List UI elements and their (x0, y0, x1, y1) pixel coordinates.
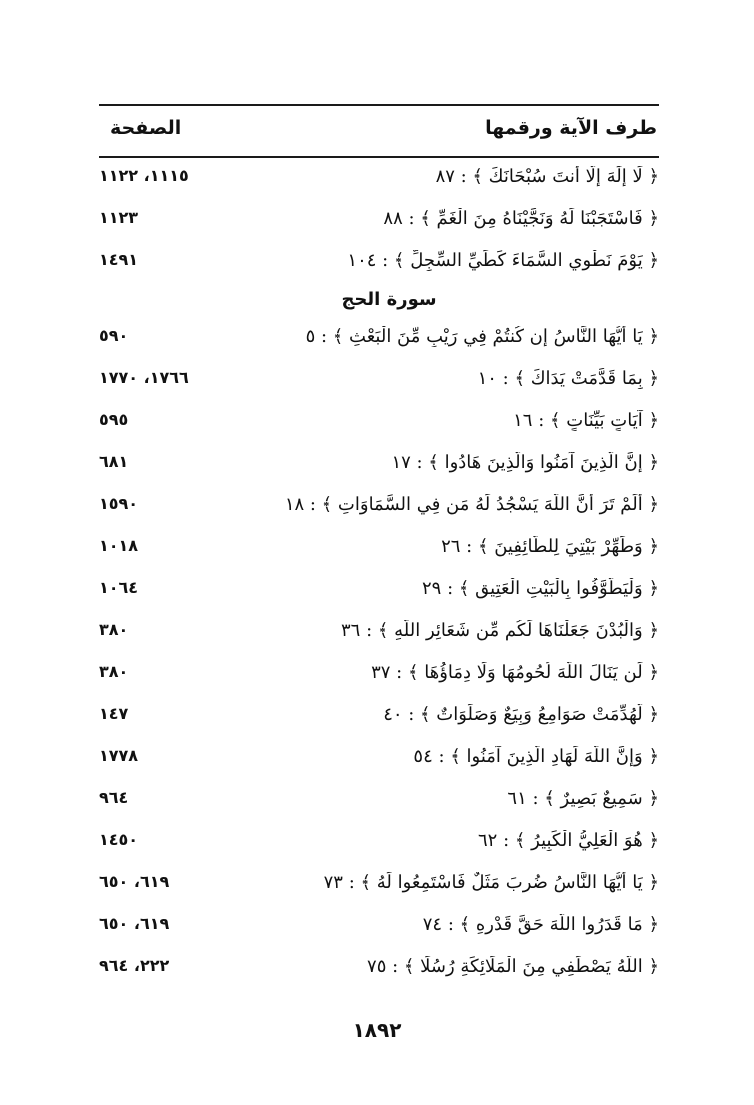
table-row (99, 695, 659, 737)
page-numbers: ٥٩٥ (99, 410, 129, 429)
page-numbers: ٩٦٤ (99, 788, 129, 807)
table-row (99, 317, 659, 359)
table-row (99, 199, 659, 241)
page-numbers: ١٥٩٠ (99, 494, 139, 513)
page-numbers: ٣٨٠ (99, 662, 129, 681)
page-numbers: ٢٢٢، ٩٦٤ (99, 956, 170, 975)
verse-text: ﴿ اللَّهُ يَصْطَفِي مِنَ الْمَلَائِكَةِ رُسُلًا ﴾ : ٧٥ (367, 956, 659, 977)
verse-text: ﴿ هُوَ الْعَلِيُّ الْكَبِيرُ ﴾ : ٦٢ (478, 830, 659, 851)
table-row (99, 485, 659, 527)
page-numbers: ٦١٩، ٦٥٠ (99, 914, 170, 933)
table-row (99, 527, 659, 569)
table-row (99, 569, 659, 611)
page-number: ١٨٩٢ (352, 1018, 402, 1042)
table-row (99, 947, 659, 989)
page-numbers: ٦٨١ (99, 452, 129, 471)
verse-text: ﴿ وَالْبُدْنَ جَعَلْنَاهَا لَكُم مِّن شَعَائِرِ اللَّهِ ﴾ : ٣٦ (341, 620, 659, 641)
table-row (99, 359, 659, 401)
page-numbers: ١٧٦٦، ١٧٧٠ (99, 368, 189, 387)
verse-text: ﴿ إِنَّ الَّذِينَ آمَنُوا وَالَّذِينَ هَادُوا ﴾ : ١٧ (391, 452, 659, 473)
verse-text: ﴿ بِمَا قَدَّمَتْ يَدَاكَ ﴾ : ١٠ (477, 368, 659, 389)
verse-text: ﴿ لَّهُدِّمَتْ صَوَامِعُ وَبِيَعٌ وَصَلَوَاتٌ ﴾ : ٤٠ (383, 704, 659, 725)
table-row (99, 611, 659, 653)
page-numbers: ١٠٦٤ (99, 578, 139, 597)
table-row (99, 863, 659, 905)
verse-text: ﴿ لَن يَنَالَ اللَّهَ لُحُومُهَا وَلَا دِمَاؤُهَا ﴾ : ٣٧ (371, 662, 659, 683)
page-numbers: ١١١٥، ١١٢٢ (99, 166, 189, 185)
table-row (99, 737, 659, 779)
verse-text: ﴿ لَا إِلَٰهَ إِلَّا أَنتَ سُبْحَانَكَ ﴾ : ٨٧ (435, 166, 659, 187)
page-numbers: ٥٩٠ (99, 326, 129, 345)
verse-text: ﴿ أَلَمْ تَرَ أَنَّ اللَّهَ يَسْجُدُ لَهُ مَن فِي السَّمَاوَاتِ ﴾ : ١٨ (284, 494, 659, 515)
verse-text: ﴿ فَاسْتَجَبْنَا لَهُ وَنَجَّيْنَاهُ مِنَ الْغَمِّ ﴾ : ٨٨ (383, 208, 659, 229)
verse-text: ﴿ وَلْيَطَّوَّفُوا بِالْبَيْتِ الْعَتِيقِ ﴾ : ٢٩ (422, 578, 659, 599)
table-row (99, 653, 659, 695)
page-numbers: ١١٢٣ (99, 208, 139, 227)
table-header (99, 104, 659, 158)
table-row (99, 905, 659, 947)
page-numbers: ١٤٥٠ (99, 830, 139, 849)
page-numbers: ١٤٧ (99, 704, 129, 723)
page-numbers: ٣٨٠ (99, 620, 129, 639)
verse-text: ﴿ يَا أَيُّهَا النَّاسُ إِن كُنتُمْ فِي رَيْبٍ مِّنَ الْبَعْثِ ﴾ : ٥ (305, 326, 659, 347)
surah-title: سورة الحج (341, 289, 437, 310)
verse-text: ﴿ يَا أَيُّهَا النَّاسُ ضُرِبَ مَثَلٌ فَاسْتَمِعُوا لَهُ ﴾ : ٧٣ (323, 872, 659, 893)
verse-text: ﴿ آيَاتٍ بَيِّنَاتٍ ﴾ : ١٦ (513, 410, 659, 431)
page-numbers: ١٤٩١ (99, 250, 139, 269)
table-row (99, 821, 659, 863)
table-row (99, 401, 659, 443)
table-row (99, 443, 659, 485)
verse-text: ﴿ سَمِيعٌ بَصِيرٌ ﴾ : ٦١ (507, 788, 659, 809)
table-row (99, 157, 659, 199)
page-column-heading: الصفحة (110, 117, 182, 139)
surah-heading (99, 283, 659, 317)
verse-text: ﴿ يَوْمَ نَطْوِي السَّمَاءَ كَطَيِّ السِّجِلِّ ﴾ : ١٠٤ (347, 250, 659, 271)
page-numbers: ٦١٩، ٦٥٠ (99, 872, 170, 891)
page-numbers: ١٠١٨ (99, 536, 139, 555)
verse-column-heading: طرف الآية ورقمها (485, 117, 657, 139)
page-numbers: ١٧٧٨ (99, 746, 139, 765)
verse-text: ﴿ وَطَهِّرْ بَيْتِيَ لِلطَّائِفِينَ ﴾ : ٢٦ (441, 536, 659, 557)
index-table (99, 157, 659, 989)
verse-text: ﴿ مَا قَدَرُوا اللَّهَ حَقَّ قَدْرِهِ ﴾ : ٧٤ (422, 914, 659, 935)
verse-text: ﴿ وَإِنَّ اللَّهَ لَهَادِ الَّذِينَ آمَنُوا ﴾ : ٥٤ (413, 746, 659, 767)
table-row (99, 241, 659, 283)
table-row (99, 779, 659, 821)
